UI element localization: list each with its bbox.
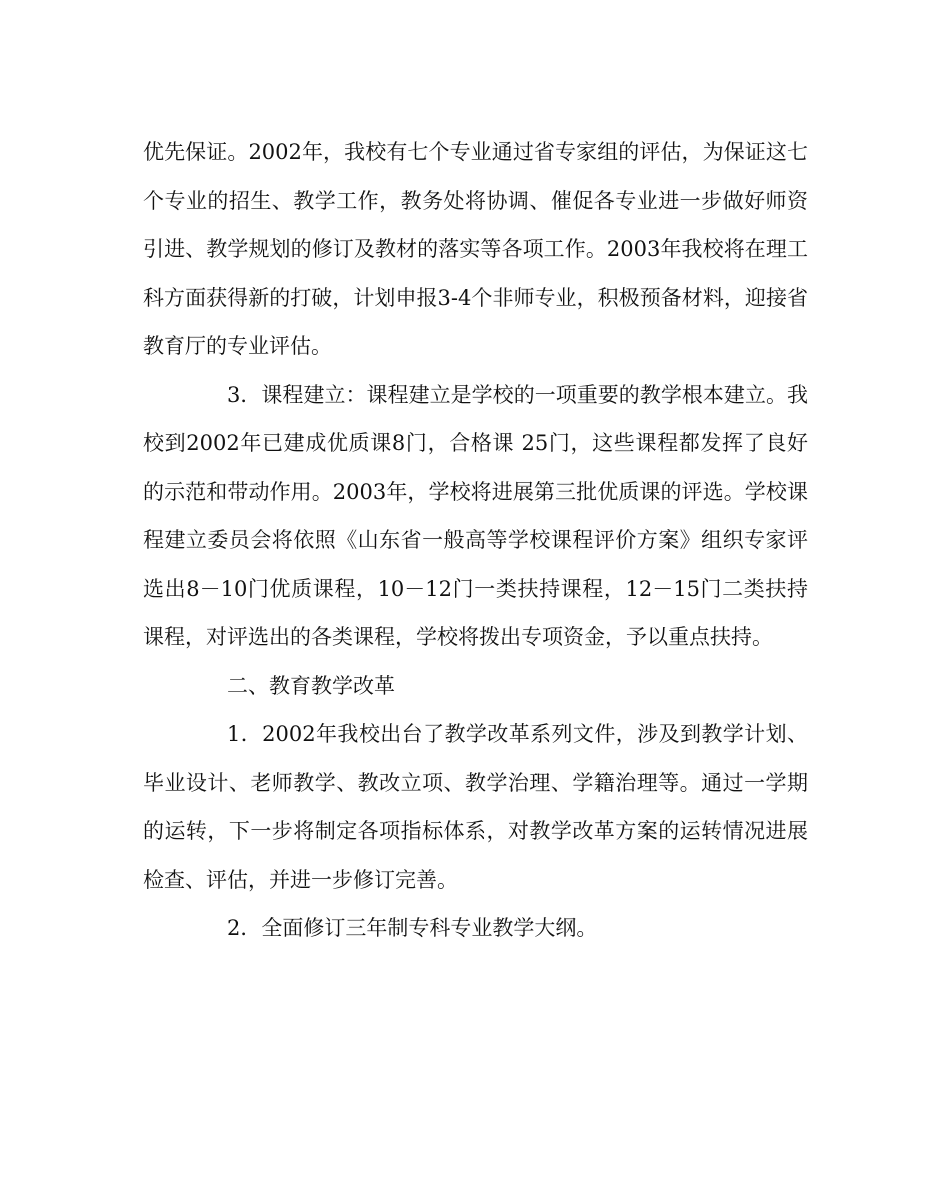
section-heading-teaching-reform: 二、教育教学改革 (227, 673, 395, 698)
document-body (143, 128, 808, 953)
paragraph-course-construction: 3．课程建立：课程建立是学校的一项重要的教学根本建立。我校到2002年已建成优质课8门，合格课 25门，这些课程都发挥了良好的示范和带动作用。2003年，学校将进展第三批优质课的评选。学校课程建立委员会将依照《山东省一般高等学校课程评价方案》组织专家评选出8－10门优质课程，10－12门一类扶持课程，12－15门二类扶持课程，对评选出的各类课程，学校将拨出专项资金，予以重点扶持。 (143, 382, 808, 649)
paragraph-syllabus-revision: 2．全面修订三年制专科专业教学大纲。 (227, 916, 598, 940)
paragraph-continuation: 优先保证。2002年，我校有七个专业通过省专家组的评估，为保证这七个专业的招生、教学工作，教务处将协调、催促各专业进一步做好师资引进、教学规划的修订及教材的落实等各项工作。2003年我校将在理工科方面获得新的打破，计划申报3-4个非师专业，积极预备材料，迎接省教育厅的专业评估。 (143, 140, 808, 358)
paragraph-reform-documents: 1．2002年我校出台了教学改革系列文件，涉及到教学计划、毕业设计、老师教学、教改立项、教学治理、学籍治理等。通过一学期的运转，下一步将制定各项指标体系，对教学改革方案的运转情况进展检查、评估，并进一步修订完善。 (143, 722, 808, 892)
